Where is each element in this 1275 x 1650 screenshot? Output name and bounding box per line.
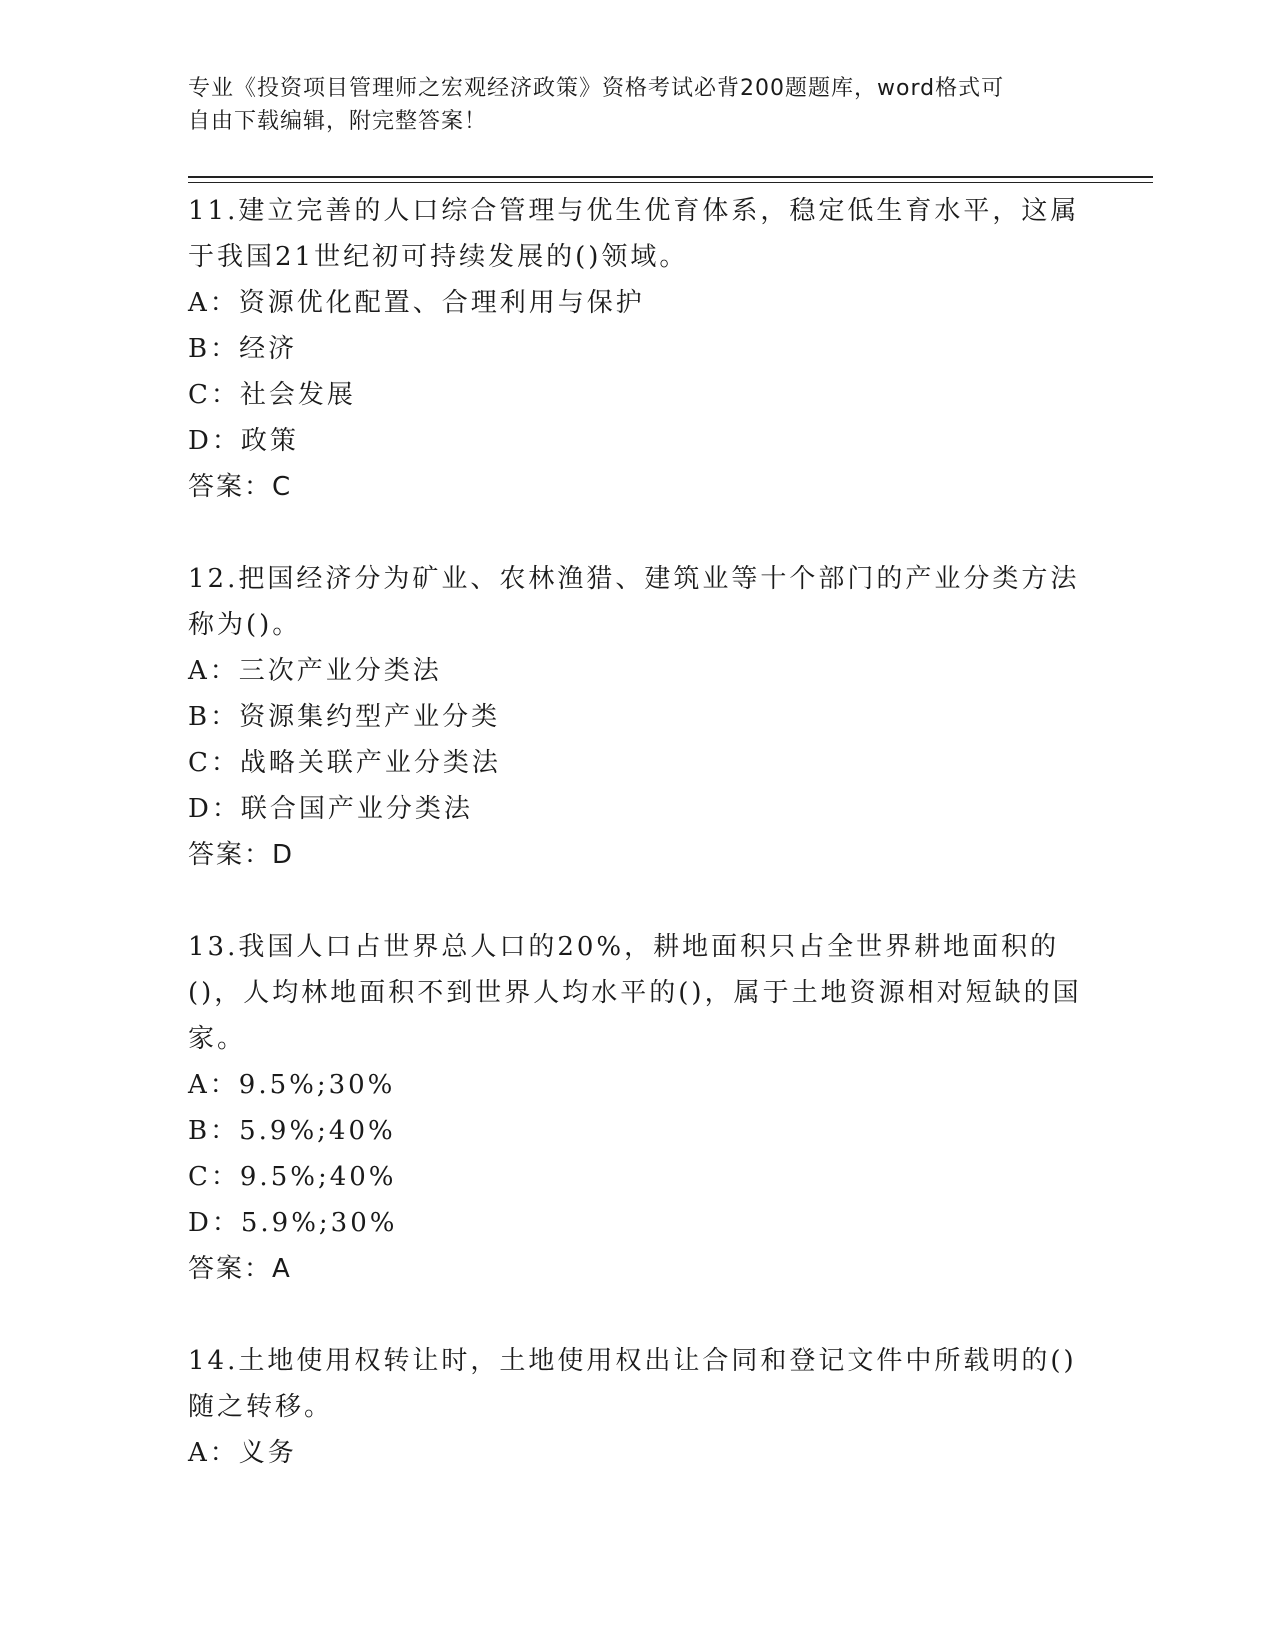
option-a: A：三次产业分类法 [188, 656, 442, 686]
answer: 答案：D [188, 840, 295, 870]
question-list [188, 188, 1088, 1522]
option-b: B：5.9%;40% [188, 1116, 396, 1146]
option-a: A：资源优化配置、合理利用与保护 [188, 288, 645, 318]
question-stem: 14.土地使用权转让时，土地使用权出让合同和登记文件中所载明的()随之转移。 [188, 1346, 1077, 1422]
option-d: D：政策 [188, 426, 299, 456]
option-b: B：资源集约型产业分类 [188, 702, 501, 732]
question-14 [188, 1338, 1088, 1476]
answer: 答案：C [188, 472, 293, 502]
option-a: A：9.5%;30% [188, 1070, 396, 1100]
answer: 答案：A [188, 1254, 292, 1284]
option-a: A：义务 [188, 1438, 297, 1468]
question-13 [188, 924, 1088, 1292]
option-c: C：9.5%;40% [188, 1162, 397, 1192]
header-line-2: 自由下载编辑，附完整答案！ [188, 109, 488, 134]
question-stem: 12.把国经济分为矿业、农林渔猎、建筑业等十个部门的产业分类方法称为()。 [188, 564, 1080, 640]
option-d: D：联合国产业分类法 [188, 794, 473, 824]
question-stem: 11.建立完善的人口综合管理与优生优育体系，稳定低生育水平，这属于我国21世纪初可持续发展的()领域。 [188, 196, 1080, 272]
question-12 [188, 556, 1088, 878]
document-header [188, 72, 1068, 138]
question-stem: 13.我国人口占世界总人口的20%，耕地面积只占全世界耕地面积的()，人均林地面积不到世界人均水平的()，属于土地资源相对短缺的国家。 [188, 932, 1082, 1054]
option-d: D：5.9%;30% [188, 1208, 398, 1238]
header-rule-thin [188, 182, 1153, 183]
header-rule-thick [188, 176, 1153, 178]
option-c: C：社会发展 [188, 380, 356, 410]
option-c: C：战略关联产业分类法 [188, 748, 501, 778]
option-b: B：经济 [188, 334, 298, 364]
header-line-1: 专业《投资项目管理师之宏观经济政策》资格考试必背200题题库，word格式可 [188, 76, 1005, 101]
question-11 [188, 188, 1088, 510]
